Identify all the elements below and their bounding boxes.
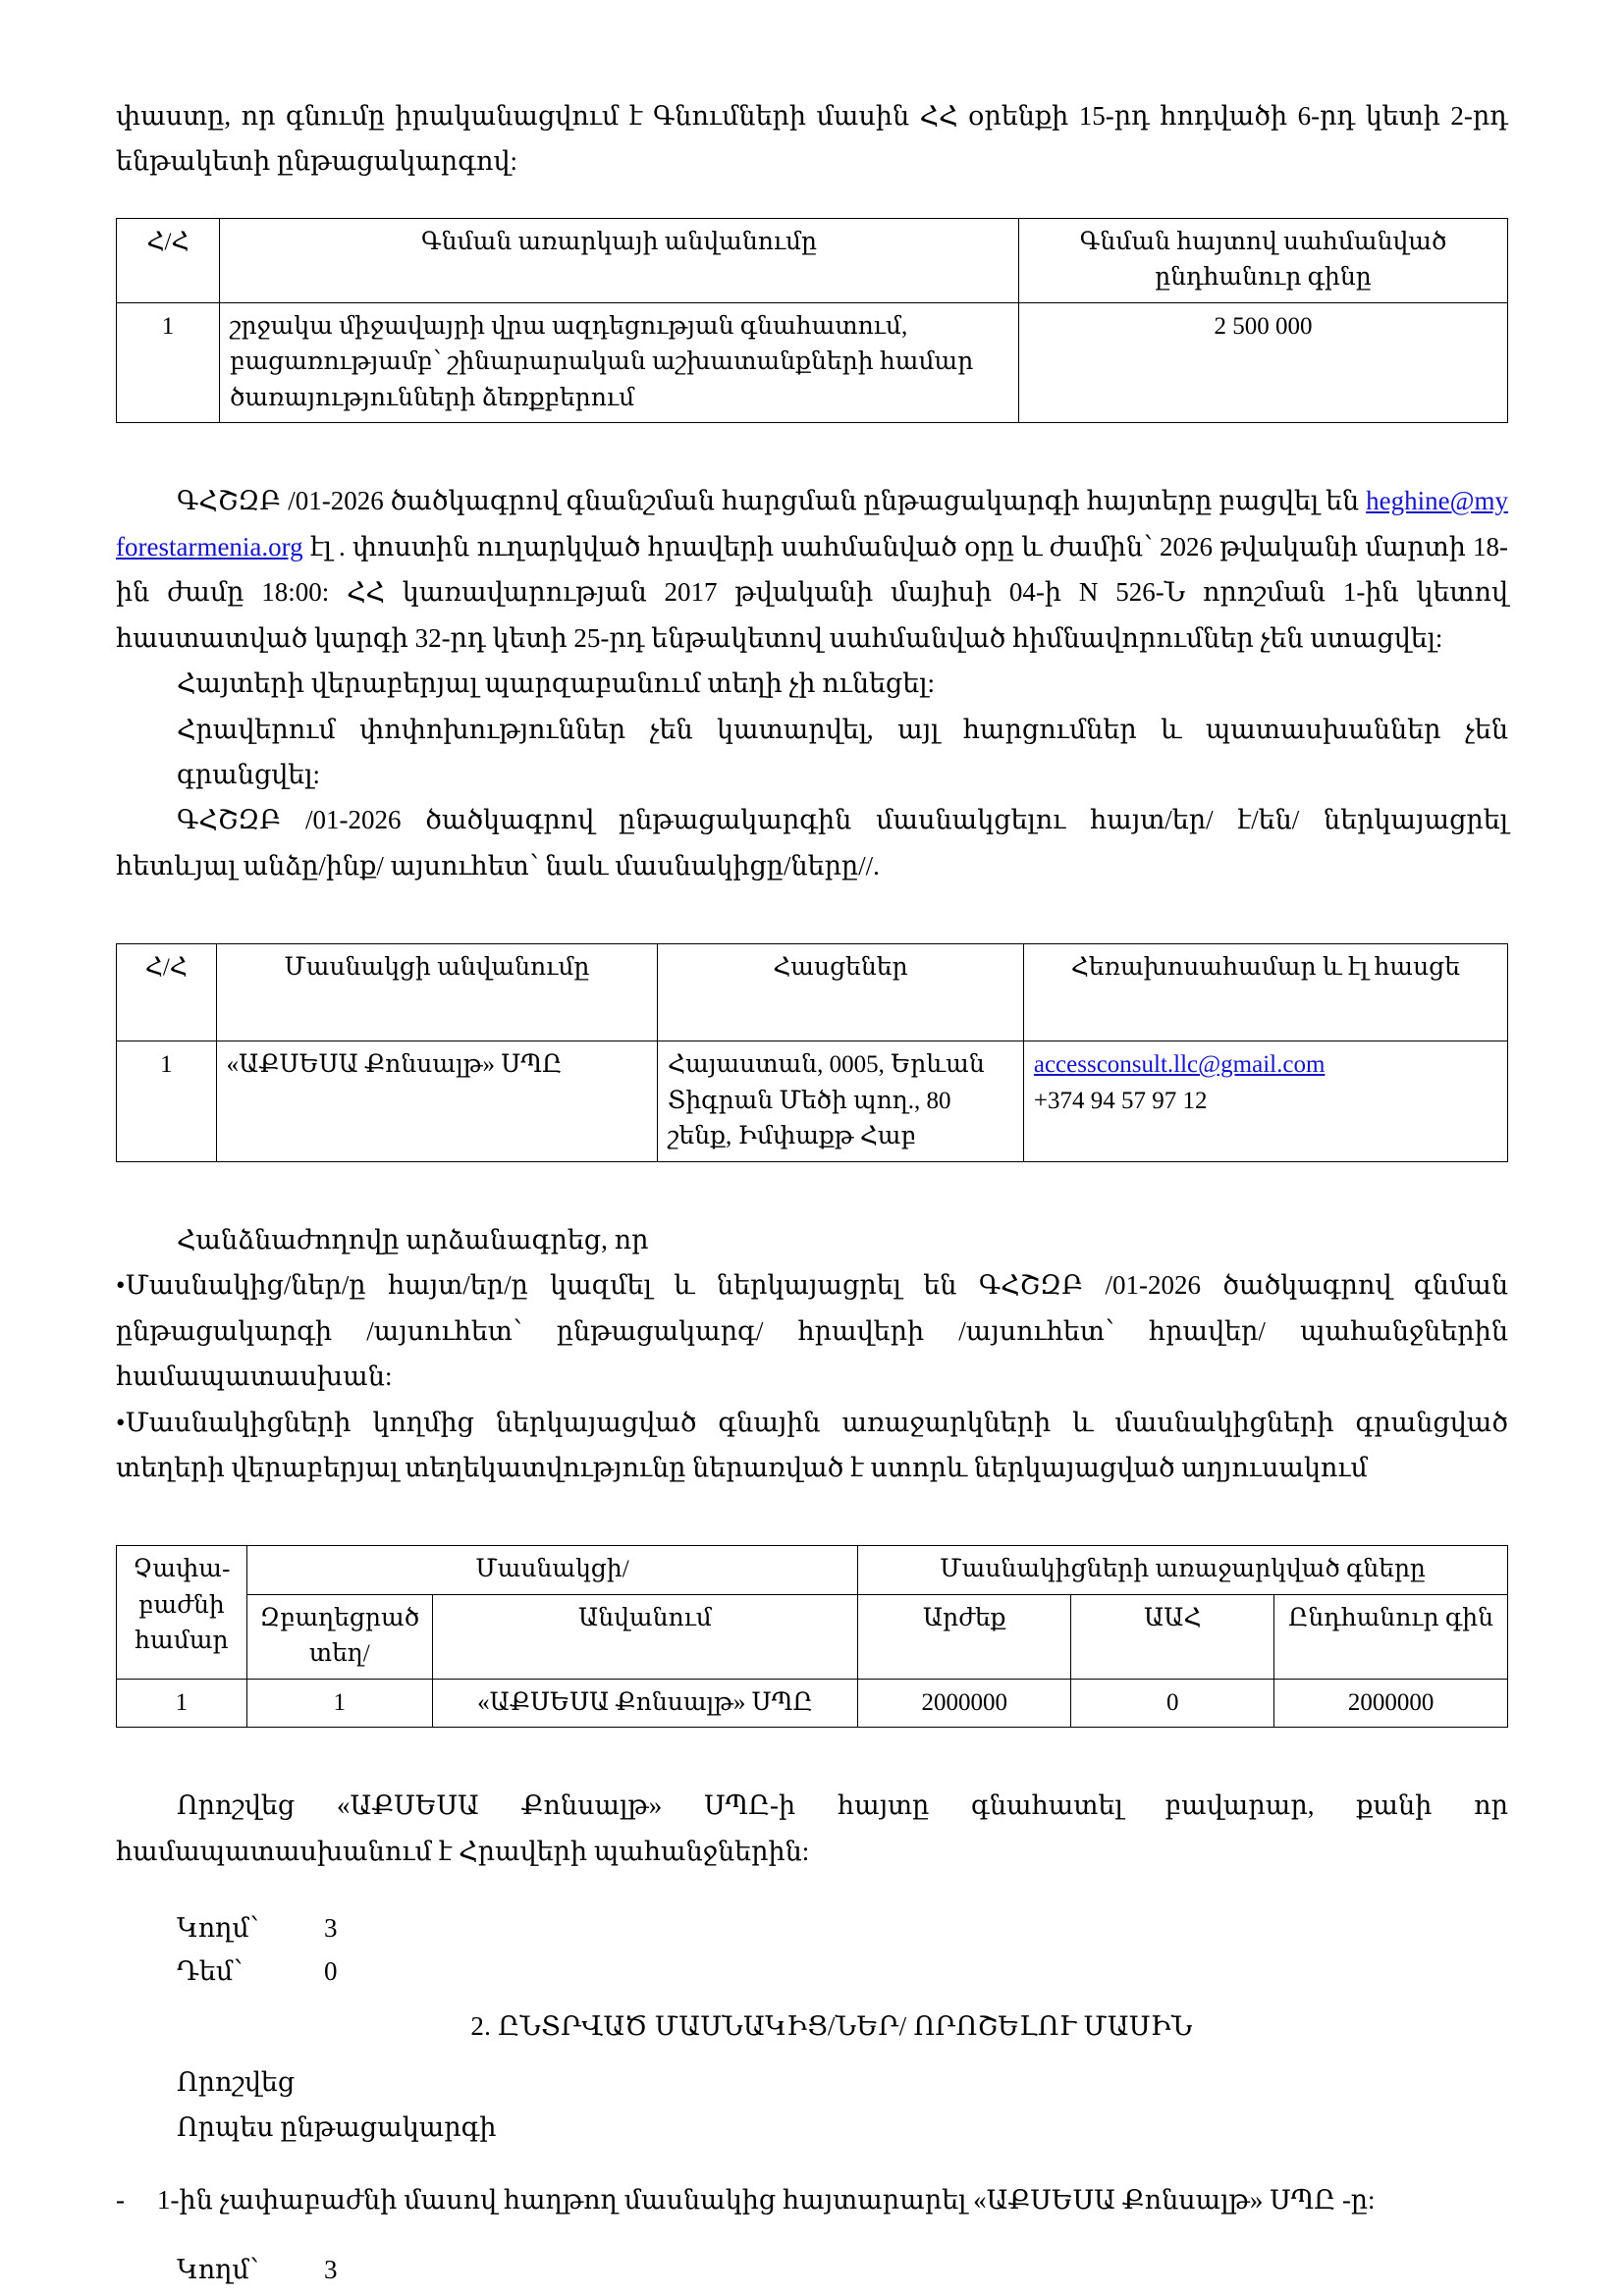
applicants-paragraph: ԳՀՇԶԲ /01-2026 ծածկագրով ընթացակարգին մասնակցելու հայտ/եր/ է/են/ ներկայացրել հետևյալ անձը/ինք/ այսուհետ՝ նաև մասնակիցը/ները//. <box>116 805 1508 881</box>
price-table-header-max-price: Գնման հայտով սահմանված ընդհանուր գինը <box>1019 218 1508 302</box>
participants-cell-phone: +374 94 57 97 12 <box>1033 1087 1208 1114</box>
vote-for-value-2: 3 <box>324 2255 338 2285</box>
spacer <box>116 1728 1508 1783</box>
participants-table <box>116 943 1508 1162</box>
decided-label: Որոշվեց <box>177 2066 296 2097</box>
table-row <box>117 1041 1508 1162</box>
table-row <box>117 1679 1508 1728</box>
clarification-paragraph: Հայտերի վերաբերյալ պարզաբանում տեղի չի ունեցել: <box>177 668 935 699</box>
offers-cell-price: 2000000 <box>858 1679 1071 1728</box>
offers-header-total: Ընդհանուր գին <box>1274 1594 1508 1679</box>
vote-against-label: Դեմ՝ <box>177 1956 244 1987</box>
email-link-heghine[interactable]: heghine@myforestarmenia.org <box>116 486 1508 561</box>
table-row <box>117 302 1508 423</box>
vote-against-value: 0 <box>324 1956 338 1987</box>
table-header-row-1 <box>117 1546 1508 1595</box>
decided-sub-label: Որպես ընթացակարգի <box>177 2112 497 2143</box>
price-table-header-num: Հ/Հ <box>117 218 220 302</box>
offers-cell-total: 2000000 <box>1274 1679 1508 1728</box>
vote-for-value: 3 <box>324 1913 338 1944</box>
vote-against-line-1 <box>177 1950 1508 1994</box>
participants-header-name: Մասնակցի անվանումը <box>216 944 657 1041</box>
no-changes-paragraph: Հրավերում փոփոխություններ չեն կատարվել, այլ հարցումներ և պատասխաններ չեն գրանցվել: <box>177 714 1508 789</box>
dash-glyph-icon: - <box>116 2184 125 2215</box>
intro-paragraph: փաստը, որ գնումը իրականացվում է Գնումների մասին ՀՀ օրենքի 15-րդ հոդվածի 6-րդ կետի 2-րդ ենթակետի ընթացակարգով: <box>116 101 1508 177</box>
spacer <box>116 1994 1508 2011</box>
spacer <box>116 2042 1508 2059</box>
decision-paragraph: Որոշվեց «ԱՔՍԵՍԱ Քոնսալթ» ՍՊԸ-ի հայտը գնահատել բավարար, քանի որ համապատասխանում է Հրավերի պահանջներին: <box>116 1790 1508 1866</box>
offers-cell-lot-num: 1 <box>117 1679 247 1728</box>
vote-for-label: Կողմ՝ <box>177 1913 259 1944</box>
bullet-item-2-text: Մասնակիցների կողմից ներկայացված գնային առաջարկների և մասնակիցների գրանցված տեղերի վերաբերյալ տեղեկատվությունը ներառված է ստորև ներկայացված աղյուսակում <box>116 1407 1508 1482</box>
email-link-accessconsult[interactable]: accessconsult.llc@gmail.com <box>1033 1051 1326 1079</box>
participants-cell-name: «ԱՔՍԵՍԱ Քոնսալթ» ՍՊԸ <box>216 1041 657 1162</box>
spacer <box>116 423 1508 478</box>
bullet-item-2 <box>116 1400 1508 1491</box>
dash-item-winner-text: 1-ին չափաբաժնի մասով հաղթող մասնակից հայտարարել «ԱՔՍԵՍԱ Քոնսալթ» ՍՊԸ -ը: <box>157 2184 1376 2215</box>
price-table-cell-max-price: 2 500 000 <box>1019 302 1508 423</box>
vote-for-line-2 <box>177 2249 1508 2292</box>
offers-cell-name: «ԱՔՍԵՍԱ Քոնսալթ» ՍՊԸ <box>432 1679 857 1728</box>
offers-header-participant-group: Մասնակցի/ <box>246 1546 857 1595</box>
participants-cell-contact <box>1023 1041 1507 1162</box>
offers-header-vat: ԱԱՀ <box>1071 1594 1274 1679</box>
participants-header-num: Հ/Հ <box>117 944 217 1041</box>
price-table-cell-num: 1 <box>117 302 220 423</box>
bid-opening-text-part1: ԳՀՇԶԲ /01-2026 ծածկագրով գնանշման հարցման ընթացակարգի հայտերը բացվել են <box>177 486 1367 516</box>
table-header-row-2 <box>117 1594 1508 1679</box>
offers-table <box>116 1545 1508 1728</box>
vote-for-line-1 <box>177 1907 1508 1950</box>
bid-opening-paragraph <box>116 478 1508 661</box>
bullet-glyph-icon: • <box>116 1407 126 1437</box>
price-table <box>116 218 1508 424</box>
offers-header-name: Անվանում <box>432 1594 857 1679</box>
spacer <box>116 888 1508 943</box>
offers-header-lot-num: Չափա-բաժնի համար <box>117 1546 247 1680</box>
vote-for-label-2: Կողմ՝ <box>177 2255 259 2285</box>
spacer <box>116 1490 1508 1545</box>
offers-header-prices-group: Մասնակիցների առաջարկված գները <box>858 1546 1508 1595</box>
participants-header-contact: Հեռախոսահամար և էլ հասցե <box>1023 944 1507 1041</box>
offers-cell-place: 1 <box>246 1679 432 1728</box>
spacer <box>116 185 1508 218</box>
participants-cell-num: 1 <box>117 1041 217 1162</box>
bullet-item-1 <box>116 1262 1508 1399</box>
commission-intro-paragraph: Հանձնաժողովը արձանագրեց, որ <box>177 1224 649 1255</box>
participants-header-address: Հասցեներ <box>658 944 1024 1041</box>
spacer <box>116 1874 1508 1907</box>
bid-opening-text-part2: էլ . փոստին ուղարկված հրավերի սահմանված օրը և ժամին՝ 2026 թվականի մարտի 18-ին ժամը 18:00: ՀՀ կառավարության 2017 թվականի մայիսի 04-ի N 526-Ն որոշման 1-ին կետով հաստատված կարգի 32-րդ կետի 25-րդ ենթակետով սահմանված հիմնավորումներ չեն ստացվել: <box>116 531 1508 653</box>
section-2-heading: 2. ԸՆՏՐՎԱԾ ՄԱՍՆԱԿԻՑ/ՆԵՐ/ ՈՐՈՇԵԼՈՒ ՄԱՍԻՆ <box>470 2010 1193 2041</box>
table-header-row <box>117 218 1508 302</box>
spacer <box>116 1162 1508 1217</box>
offers-cell-vat: 0 <box>1071 1679 1274 1728</box>
price-table-cell-subject: շրջակա միջավայրի վրա ազդեցության գնահատում, բացառությամբ՝ շինարարական աշխատանքների համար ծառայությունների ձեռքբերում <box>220 302 1019 423</box>
offers-header-price: Արժեք <box>858 1594 1071 1679</box>
price-table-header-subject: Գնման առարկայի անվանումը <box>220 218 1019 302</box>
participants-cell-address: Հայաստան, 0005, Երևան Տիգրան Մեծի պող., 80 շենք, Իմփաքթ Հաբ <box>658 1041 1024 1162</box>
offers-header-place: Զբաղեցրած տեղ/ <box>246 1594 432 1679</box>
bullet-glyph-icon: • <box>116 1270 126 1301</box>
dash-item-winner <box>116 2177 1508 2222</box>
table-header-row <box>117 944 1508 1041</box>
bullet-item-1-text: Մասնակից/ներ/ը հայտ/եր/ը կազմել և ներկայացրել են ԳՀՇԶԲ /01-2026 ծածկագրով գնման ընթացակարգի /այսուհետ՝ ընթացակարգ/ հրավերի /այսուհետ՝ հրավեր/ պահանջներին համապատասխան: <box>116 1270 1508 1392</box>
